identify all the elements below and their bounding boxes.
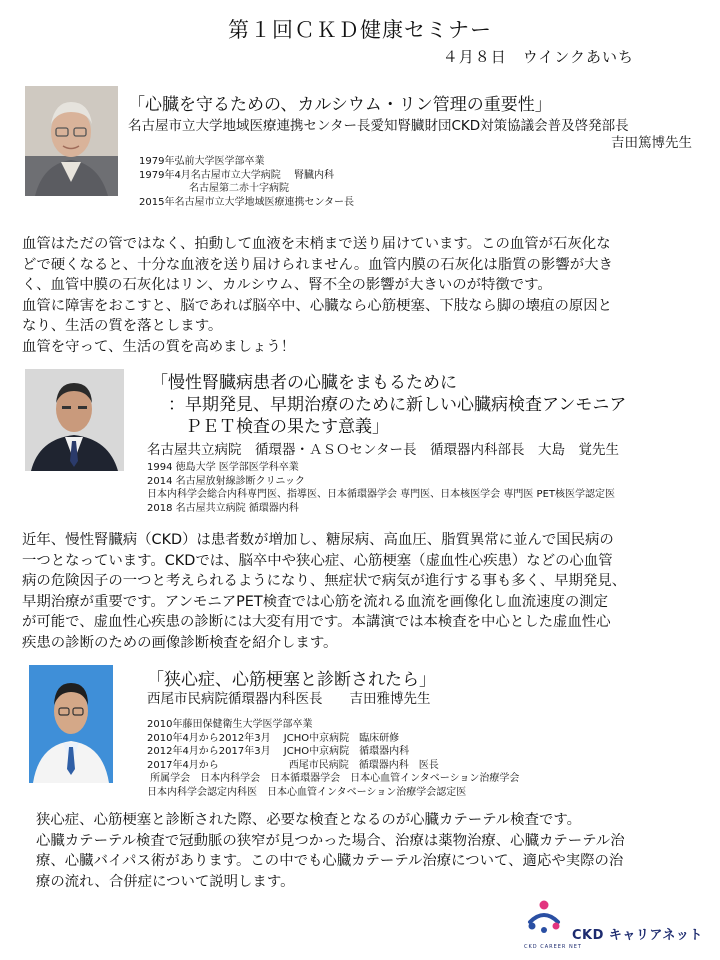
lecture-1-speaker: 吉田篤博先生 [611, 135, 692, 151]
lecture-1-title: 「心臓を守るための、カルシウム・リン管理の重要性」 [128, 95, 552, 115]
lecture-2-description: 近年、慢性腎臓病（CKD）は患者数が増加し、糖尿病、高血圧、脂質異常に並んで国民病の 一つとなっています。CKDでは、脳卒中や狭心症、心筋梗塞（虚血性心疾患）などの心血管 病の危険因子の一つと考えられるようになり、無症状で病気が進行する事も多く、早期発見、 早期治療が重要です。アンモニアPET検査では心筋を流れる血流を画像化し血流速度の測定 が可能で、虚血性心疾患の診断には大変有用です。本講演では本検査を中心とした虚血性心 疾患の診断のための画像診断検査を紹介します。 [22, 532, 627, 651]
lecture-2-profile: 1994 徳島大学 医学部医学科卒業 2014 名古屋放射線診断クリニック 日本内科学会総合内科専門医、指導医、日本循環器学会 専門医、日本核医学会 専門医 PET核医学認定医 2018 名古屋共立病院 循環器内科 [147, 462, 615, 514]
logo-name: CKD キャリアネット [572, 928, 703, 943]
lecture-1-profile: 1979年弘前大学医学部卒業 1979年4月名古屋市立大学病院 腎臓内科 名古屋第二赤十字病院 2015年名古屋市立大学地域医療連携センター長 [139, 156, 355, 208]
lecture-1-affiliation: 名古屋市立大学地域医療連携センター長愛知腎臓財団CKD対策協議会普及啓発部長 [128, 118, 629, 134]
date-venue: ４月８日 ウインクあいち [442, 48, 634, 66]
lecture-3-description: 狭心症、心筋梗塞と診断された際、必要な検査となるのが心臓カテーテル検査です。 心臓カテーテル検査で冠動脈の狭窄が見つかった場合、治療は薬物治療、心臓カテーテル治 療、心臓バイパス術があります。この中でも心臓カテーテル治療について、適応や実際の治 療の流れ、合併症について説明します。 [36, 812, 625, 890]
lecture-2-title: 「慢性腎臓病患者の心臓をまもるために ：早期発見、早期治療のために新しい心臓病検査アンモニア ＰＥＴ検査の果たす意義」 [151, 373, 627, 437]
ckd-logo-icon [524, 898, 564, 942]
lecture-2-affiliation: 名古屋共立病院 循環器・ＡＳＯセンター長 循環器内科部長 大島 覚先生 [147, 442, 619, 458]
speaker-photo-2 [25, 369, 124, 471]
page-title: 第１回ＣＫＤ健康セミナー [228, 18, 492, 42]
speaker-photo-1 [25, 86, 118, 196]
lecture-1-description: 血管はただの管ではなく、拍動して血液を末梢まで送り届けています。この血管が石灰化な どで硬くなると、十分な血液を送り届けられません。血管内膜の石灰化は脂質の影響が大き く、血管中膜の石灰化はリン、カルシウム、腎不全の影響が大きいのが特徴です。 血管に障害をおこすと、脳であれば脳卒中、心臓なら心筋梗塞、下肢なら脚の壊疽の原因と なり、生活の質を落とします。 血管を守って、生活の質を高めましょう！ [22, 236, 613, 355]
lecture-3-affiliation: 西尾市民病院循環器内科医長 吉田雅博先生 [147, 691, 431, 707]
speaker-photo-3 [29, 665, 113, 783]
lecture-3-title: 「狭心症、心筋梗塞と診断されたら」 [147, 670, 436, 690]
lecture-3-profile: 2010年藤田保健衛生大学医学部卒業 2010年4月から2012年3月 JCHO中京病院 臨床研修 2012年4月から2017年3月 JCHO中京病院 循環器内科 2017年4月から 西尾市民病院 循環器内科 医長 所属学会 日本内科学会 日本循環器学会 日本心血管インタベーション治療学会 日本内科学会認定内科医 日本心血管インタベーション治療学会認定医 [147, 719, 520, 798]
logo-subtext: CKD CAREER NET [524, 944, 582, 950]
